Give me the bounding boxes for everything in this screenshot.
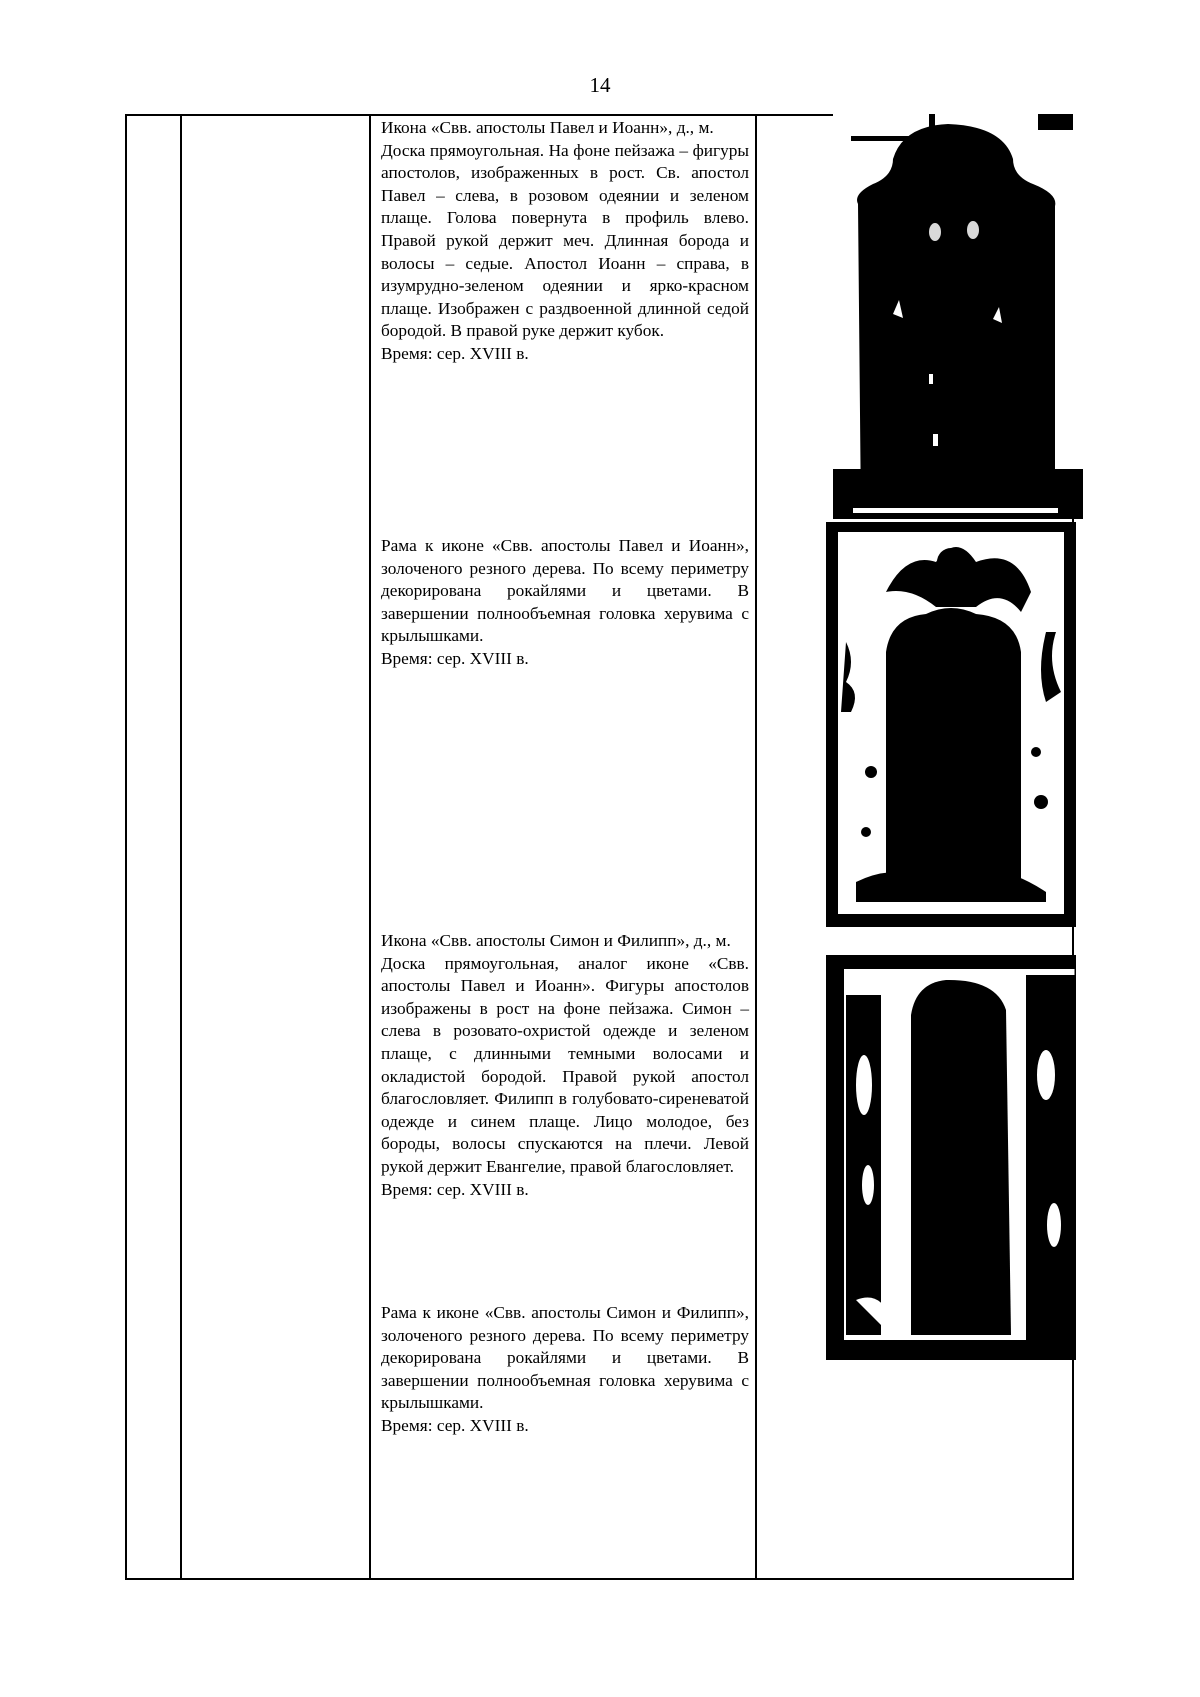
column-divider-3 <box>755 114 757 1580</box>
column-divider-1 <box>180 114 182 1580</box>
entry-description: Рама к иконе «Свв. апостолы Павел и Иоанн», золоченого резного дерева. По всему периметру декорирована рокайлями и цветами. В завершении полнообъемная головка херувима с крылышками. <box>381 536 749 646</box>
icon-simon-philip-photo <box>826 955 1076 1360</box>
column-divider-2 <box>369 114 371 1580</box>
entry-date: Время: сер. XVIII в. <box>381 1415 529 1435</box>
entry-date: Время: сер. XVIII в. <box>381 1179 529 1199</box>
entry-date: Время: сер. XVIII в. <box>381 343 529 363</box>
entry-date: Время: сер. XVIII в. <box>381 648 529 668</box>
entry-description: Доска прямоугольная, аналог иконе «Свв. апостолы Павел и Иоанн». Фигуры апостолов изображены в рост на фоне пейзажа. Симон – слева в розовато-охристой одежде и зеленом плаще, с длинными темными волосами и окладистой бородой. Правой рукой апостол благословляет. Филипп в голубовато-сиреневатой одежде и синем плаще. Лицо молодое, без бороды, волосы спускаются на плечи. Левой рукой держит Евангелие, правой благословляет. <box>381 953 749 1176</box>
entry-frame-simon-philip <box>381 1302 749 1438</box>
page-number: 14 <box>589 73 611 97</box>
entry-frame-paul-john <box>381 535 749 671</box>
entry-title: Икона «Свв. апостолы Симон и Филипп», д., м. <box>381 931 731 950</box>
frame-paul-john-photo <box>826 522 1076 927</box>
icon-paul-john-photo <box>833 114 1083 519</box>
entry-description: Рама к иконе «Свв. апостолы Симон и Филипп», золоченого резного дерева. По всему периметру декорирована рокайлями и цветами. В завершении полнообъемная головка херувима с крылышками. <box>381 1303 749 1413</box>
entry-description: Доска прямоугольная. На фоне пейзажа – фигуры апостолов, изображенных в рост. Св. апостол Павел – слева, в розовом одеянии и зеленом плаще. Голова повернута в профиль влево. Правой рукой держит меч. Длинная борода и волосы – седые. Апостол Иоанн – справа, в изумрудно-зеленом одеянии и ярко-красном плаще. Изображен с раздвоенной длинной седой бородой. В правой руке держит кубок. <box>381 140 749 341</box>
entry-icon-simon-philip <box>381 930 749 1201</box>
entry-icon-paul-john <box>381 117 749 366</box>
entry-title: Икона «Свв. апостолы Павел и Иоанн», д., м. <box>381 118 714 137</box>
